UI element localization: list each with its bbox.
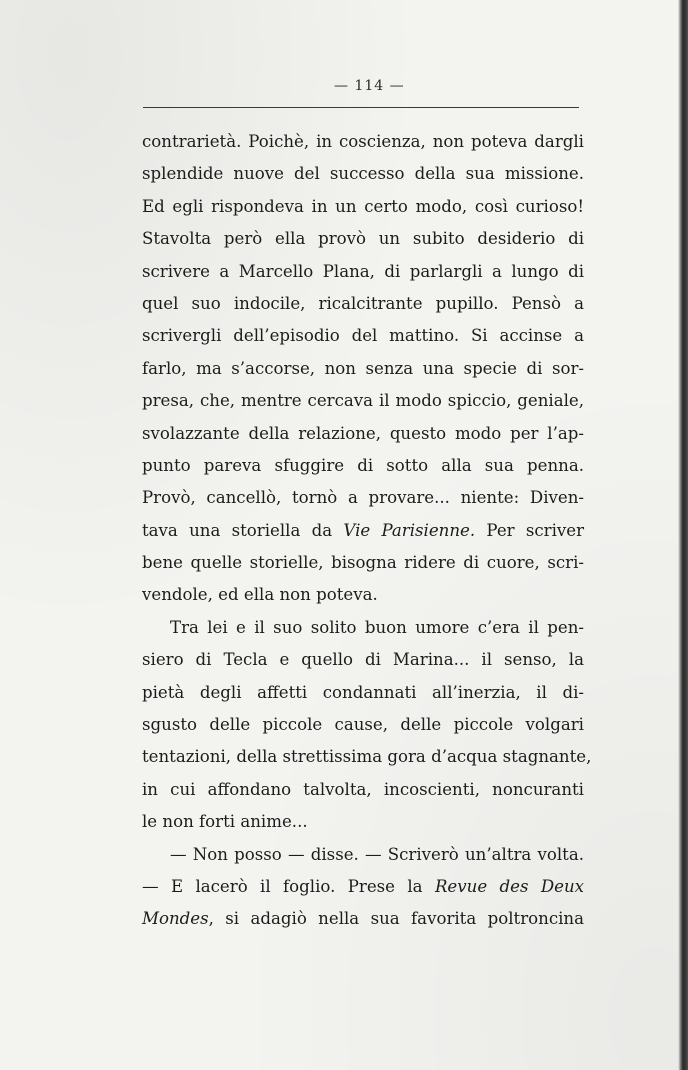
text-line: pietà degli affetti condannati all’inerzia, il di- [142, 682, 584, 702]
text-run: — E lacerò il foglio. Prese la [142, 876, 435, 896]
paragraph-end-line: vendole, ed ella non poteva. [142, 585, 378, 605]
text-line: Ed egli rispondeva in un certo modo, così curioso! [142, 196, 584, 216]
text-line: in cui affondano talvolta, incoscienti, noncuranti [142, 779, 584, 799]
text-line: farlo, ma s’accorse, non senza una specie di sor- [142, 358, 584, 378]
dialogue-line [142, 871, 584, 903]
text-line: splendide nuove del successo della sua missione. [142, 164, 584, 184]
text-line: quel suo indocile, ricalcitrante pupillo. Pensò a [142, 293, 584, 313]
text-line: Provò, cancellò, tornò a provare... niente: Diven- [142, 488, 584, 508]
italic-title: Revue des Deux [434, 876, 584, 896]
binding-edge [678, 0, 688, 1070]
text-line: svolazzante della relazione, questo modo per l’ap- [142, 423, 584, 443]
body-text [142, 126, 592, 936]
header-rule [143, 107, 579, 108]
text-line: Stavolta però ella provò un subito desiderio di [142, 229, 584, 249]
text-line: punto pareva sfuggire di sotto alla sua penna. [142, 455, 584, 475]
text-line [142, 515, 584, 547]
text-line: siero di Tecla e quello di Marina... il senso, la [142, 650, 584, 670]
text-run: Per scriver [475, 520, 585, 540]
text-line: contrarietà. Poichè, in coscienza, non poteva dargli [142, 132, 584, 151]
text-run: tava una storiella da [142, 520, 344, 540]
text-line: scrivere a Marcello Plana, di parlargli a lungo di [142, 261, 584, 281]
text-line [142, 903, 584, 935]
paragraph-start-line: Tra lei e il suo solito buon umore c’era il pen- [170, 617, 584, 637]
text-line: sgusto delle piccole cause, delle piccole volgari [142, 715, 584, 735]
text-line: bene quelle storielle, bisogna ridere di cuore, scri- [142, 553, 584, 573]
italic-title: Vie Parisienne. [343, 520, 476, 540]
text-line: tentazioni, della strettissima gora d’acqua stagnante, [142, 747, 592, 767]
text-line: presa, che, mentre cercava il modo spiccio, geniale, [142, 391, 584, 411]
page-number: — 114 — [334, 78, 405, 94]
text-run: , si adagiò nella sua favorita poltroncina [208, 909, 584, 929]
dialogue-line: — Non posso — disse. — Scriverò un’altra volta. [170, 844, 584, 864]
italic-title: Mondes [142, 909, 209, 929]
text-line: scrivergli dell’episodio del mattino. Si accinse a [142, 326, 584, 346]
paragraph-end-line: le non forti anime... [142, 812, 308, 832]
